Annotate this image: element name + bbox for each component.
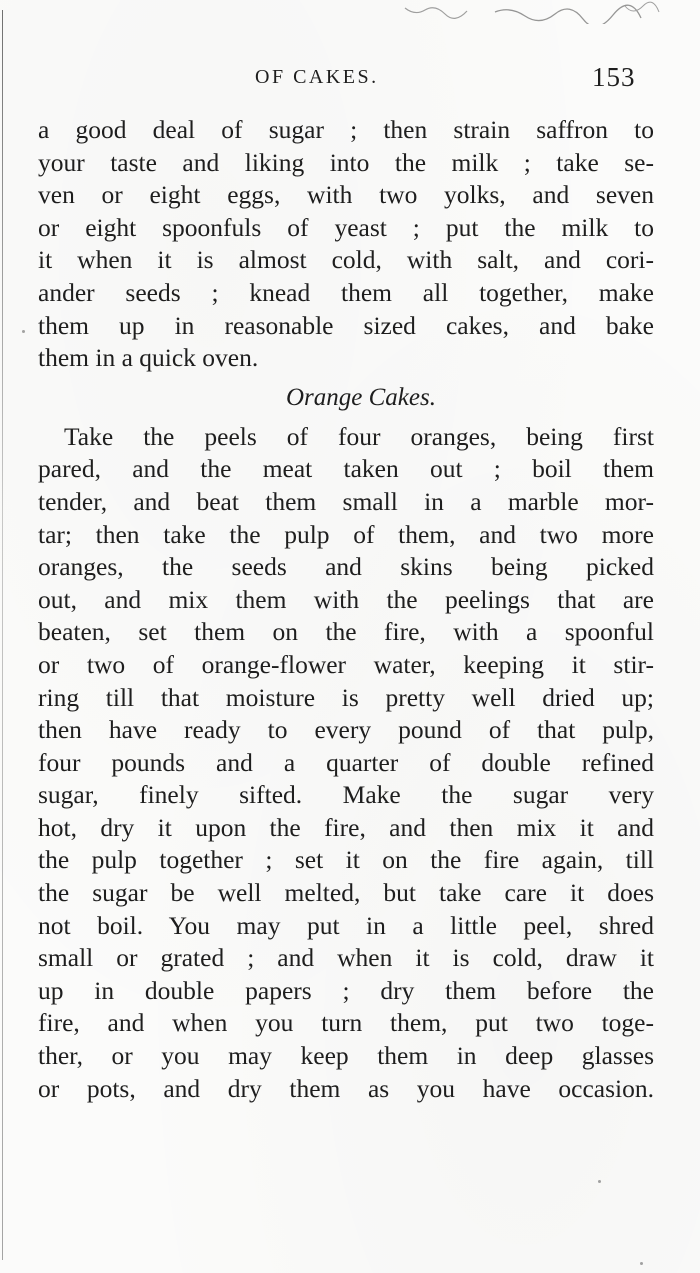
text-line: out, and mix them with the peelings that are <box>38 584 654 614</box>
text-line: a good deal of sugar ; then strain saffron to <box>38 115 654 144</box>
page-header <box>0 58 700 98</box>
text-line: the sugar be well melted, but take care it does <box>38 878 654 908</box>
text-line: small or grated ; and when it is cold, draw it <box>38 943 654 973</box>
page-edge-line <box>2 10 3 1260</box>
text-line: the pulp together ; set it on the fire again, till <box>38 845 654 875</box>
text-line: then have ready to every pound of that pulp, <box>38 715 654 745</box>
text-line: your taste and liking into the milk ; take se- <box>38 147 654 177</box>
text-line: beaten, set them on the fire, with a spoonful <box>38 617 654 647</box>
text-line: up in double papers ; dry them before the <box>38 975 654 1005</box>
top-bleed-through-marks <box>395 0 675 24</box>
text-line: or pots, and dry them as you have occasion. <box>38 1073 654 1103</box>
text-line: tender, and beat them small in a marble mor- <box>38 486 654 516</box>
body-text <box>38 114 654 1105</box>
paper-speck <box>640 1262 643 1265</box>
section-subheading: Orange Cakes. <box>286 383 436 411</box>
text-line: or eight spoonfuls of yeast ; put the milk to <box>38 212 654 242</box>
text-line: it when it is almost cold, with salt, and cori- <box>38 245 654 275</box>
text-line: oranges, the seeds and skins being picked <box>38 552 654 582</box>
text-line: Take the peels of four oranges, being first <box>64 421 654 451</box>
page-number: 153 <box>592 62 636 92</box>
text-line: or two of orange-flower water, keeping it stir- <box>38 649 654 679</box>
text-line: them up in reasonable sized cakes, and bake <box>38 310 654 340</box>
text-line: pared, and the meat taken out ; boil them <box>38 454 654 484</box>
text-line: sugar, finely sifted. Make the sugar very <box>38 780 654 810</box>
text-line: ven or eight eggs, with two yolks, and seven <box>38 180 654 210</box>
text-line: ander seeds ; knead them all together, make <box>38 277 654 307</box>
text-line: them in a quick oven. <box>38 343 259 373</box>
text-line: hot, dry it upon the fire, and then mix it and <box>38 812 654 842</box>
paper-speck <box>22 330 25 333</box>
text-line: not boil. You may put in a little peel, shred <box>38 910 654 940</box>
text-line: fire, and when you turn them, put two toge- <box>38 1008 654 1038</box>
text-line: ther, or you may keep them in deep glasses <box>38 1041 654 1071</box>
text-line: tar; then take the pulp of them, and two more <box>38 519 654 549</box>
running-head: OF CAKES. <box>255 66 379 88</box>
text-line: four pounds and a quarter of double refined <box>38 747 654 777</box>
paper-speck <box>598 1180 601 1183</box>
text-line: ring till that moisture is pretty well dried up; <box>38 682 654 712</box>
